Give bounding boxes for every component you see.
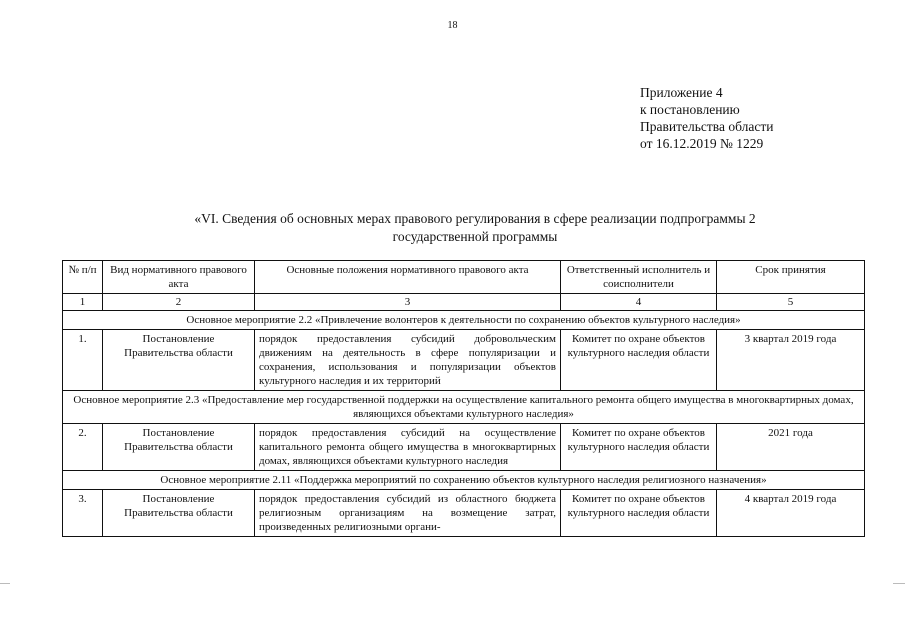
row-kind: Постановление Правительства области: [103, 490, 255, 537]
section-title: Основное мероприятие 2.2 «Привлечение волонтеров к деятельности по сохранению объектов культурного наследия»: [63, 311, 865, 330]
index-cell: 1: [63, 294, 103, 311]
row-provisions: порядок предоставления субсидий на осуществление капитального ремонта общего имущества в многоквартирных домах, являющихся объектами культурного наследия: [255, 424, 561, 471]
appendix-line: к постановлению: [640, 102, 740, 117]
row-kind: Постановление Правительства области: [103, 424, 255, 471]
header-num: № п/п: [63, 261, 103, 294]
row-provisions: порядок предоставления субсидий из областного бюджета религиозным организациям на возмещение затрат, произведенных религиозными органи-: [255, 490, 561, 537]
row-responsible: Комитет по охране объектов культурного наследия области: [561, 330, 717, 391]
header-provisions: Основные положения нормативного правового акта: [255, 261, 561, 294]
index-cell: 2: [103, 294, 255, 311]
index-cell: 3: [255, 294, 561, 311]
page-number: 18: [447, 20, 458, 31]
table-row: [63, 424, 865, 471]
row-term: 4 квартал 2019 года: [717, 490, 865, 537]
row-term: 2021 года: [717, 424, 865, 471]
measures-table: [62, 260, 865, 537]
appendix-block: [640, 84, 773, 152]
section-row: [63, 311, 865, 330]
header-term: Срок принятия: [717, 261, 865, 294]
title-line-1: «VI. Сведения об основных мерах правового регулирования в сфере реализации подпрограммы 2: [194, 211, 756, 226]
row-provisions: порядок предоставления субсидий добровольческим движениям на деятельность в сфере популяризации и сохранения, использования и популяризации объектов культурного наследия и их территорий: [255, 330, 561, 391]
appendix-line: Приложение 4: [640, 85, 723, 100]
index-cell: 5: [717, 294, 865, 311]
title-line-2: государственной программы: [392, 229, 558, 244]
scan-edge-mark: [893, 583, 905, 584]
table-row: [63, 490, 865, 537]
document-title: [150, 210, 800, 246]
row-responsible: Комитет по охране объектов культурного наследия области: [561, 424, 717, 471]
row-term: 3 квартал 2019 года: [717, 330, 865, 391]
table-row: [63, 330, 865, 391]
appendix-line: Правительства области: [640, 119, 774, 134]
index-row: [63, 294, 865, 311]
row-kind: Постановление Правительства области: [103, 330, 255, 391]
section-row: [63, 471, 865, 490]
row-num: 1.: [63, 330, 103, 391]
appendix-line: от 16.12.2019 № 1229: [640, 136, 764, 151]
row-responsible: Комитет по охране объектов культурного наследия области: [561, 490, 717, 537]
scan-edge-mark: [0, 583, 10, 584]
row-num: 3.: [63, 490, 103, 537]
header-responsible: Ответственный исполнитель и соисполнители: [561, 261, 717, 294]
row-num: 2.: [63, 424, 103, 471]
index-cell: 4: [561, 294, 717, 311]
section-title: Основное мероприятие 2.11 «Поддержка мероприятий по сохранению объектов культурного наследия религиозного назначения»: [63, 471, 865, 490]
header-row: [63, 261, 865, 294]
header-kind: Вид нормативного правового акта: [103, 261, 255, 294]
section-title: Основное мероприятие 2.3 «Предоставление мер государственной поддержки на осуществление капитального ремонта общего имущества в многоквартирных домах, являющихся объектами культурного наследия»: [63, 391, 865, 424]
section-row: [63, 391, 865, 424]
